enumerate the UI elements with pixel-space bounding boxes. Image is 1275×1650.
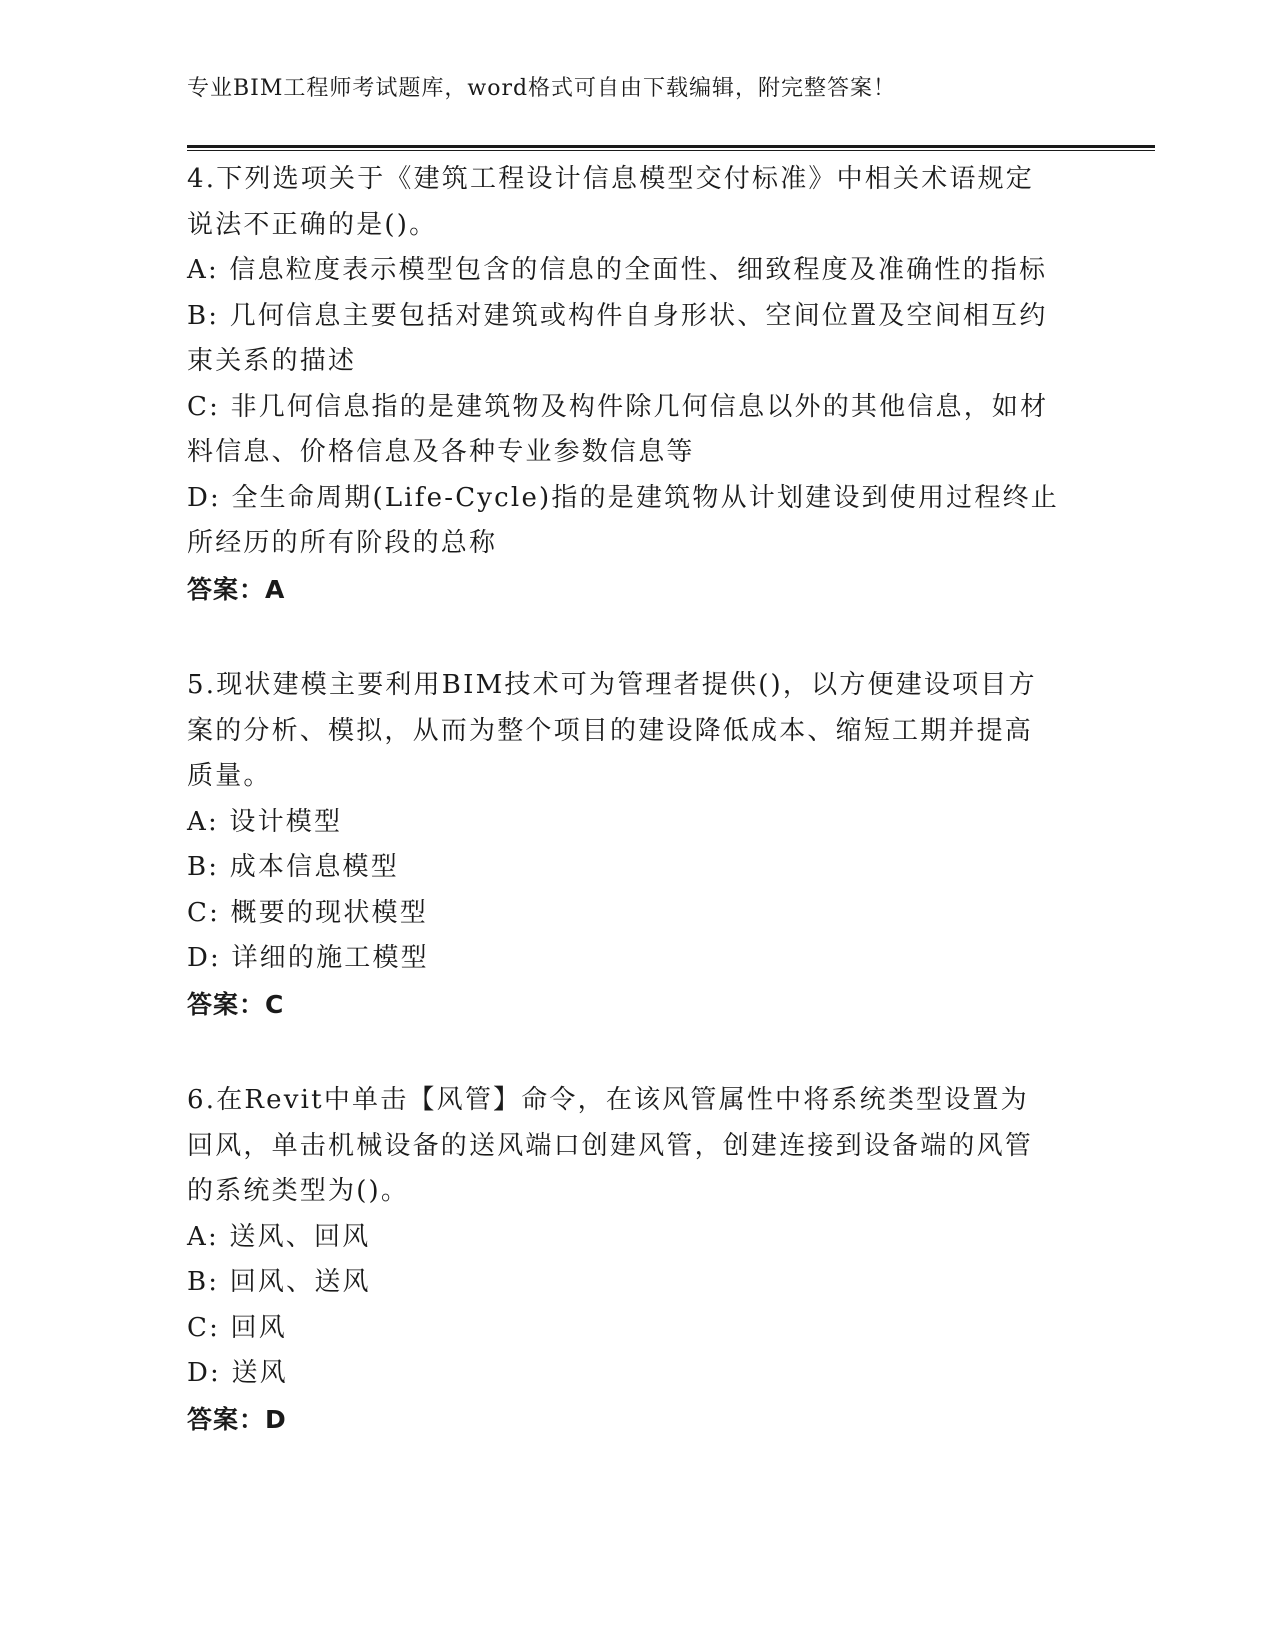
question-6-option-b: B: 回风、送风 xyxy=(187,1267,371,1297)
question-4-option-a: A: 信息粒度表示模型包含的信息的全面性、细致程度及准确性的指标 xyxy=(187,255,1048,285)
question-6-answer: 答案：D xyxy=(187,1404,287,1434)
question-6-stem-line-2: 回风，单击机械设备的送风端口创建风管，创建连接到设备端的风管 xyxy=(187,1130,1034,1161)
question-4-option-d-line-1: D: 全生命周期(Life-Cycle)指的是建筑物从计划建设到使用过程终止 xyxy=(187,482,1059,513)
question-5-option-c: C: 概要的现状模型 xyxy=(187,897,428,928)
question-4-option-c-line-1: C: 非几何信息指的是建筑物及构件除几何信息以外的其他信息，如材 xyxy=(187,391,1049,422)
question-5-stem-line-3: 质量。 xyxy=(187,761,272,791)
question-5-option-d: D: 详细的施工模型 xyxy=(187,943,429,973)
question-6-option-d: D: 送风 xyxy=(187,1358,288,1388)
question-6-stem-line-1: 6.在Revit中单击【风管】命令，在该风管属性中将系统类型设置为 xyxy=(187,1085,1029,1115)
page-header: 专业BIM工程师考试题库，word格式可自由下载编辑，附完整答案！ xyxy=(187,76,897,101)
question-6-option-a: A: 送风、回风 xyxy=(187,1221,371,1252)
question-6-option-c: C: 回风 xyxy=(187,1312,287,1343)
header-rule-thick xyxy=(187,145,1155,148)
question-4-option-d-line-2: 所经历的所有阶段的总称 xyxy=(187,528,498,558)
question-6-stem-line-3: 的系统类型为()。 xyxy=(187,1176,410,1206)
question-4-stem-line-2: 说法不正确的是()。 xyxy=(187,209,438,240)
question-5 xyxy=(187,663,1087,1027)
header-rule-thin xyxy=(187,150,1155,151)
question-5-stem-line-2: 案的分析、模拟，从而为整个项目的建设降低成本、缩短工期并提高 xyxy=(187,715,1034,746)
question-5-option-a: A: 设计模型 xyxy=(187,806,343,837)
question-4-stem-line-1: 4.下列选项关于《建筑工程设计信息模型交付标准》中相关术语规定 xyxy=(187,164,1035,194)
question-5-option-b: B: 成本信息模型 xyxy=(187,852,399,882)
question-4-option-b-line-2: 束关系的描述 xyxy=(187,346,357,376)
question-5-answer: 答案：C xyxy=(187,989,285,1019)
question-6 xyxy=(187,1078,1087,1442)
question-4-answer: 答案：A xyxy=(187,574,286,604)
question-4-option-c-line-2: 料信息、价格信息及各种专业参数信息等 xyxy=(187,437,695,467)
question-5-stem-line-1: 5.现状建模主要利用BIM技术可为管理者提供()，以方便建设项目方 xyxy=(187,670,1037,700)
question-4-option-b-line-1: B: 几何信息主要包括对建筑或构件自身形状、空间位置及空间相互约 xyxy=(187,300,1048,331)
questions-list xyxy=(187,157,1087,1493)
question-4 xyxy=(187,157,1087,612)
